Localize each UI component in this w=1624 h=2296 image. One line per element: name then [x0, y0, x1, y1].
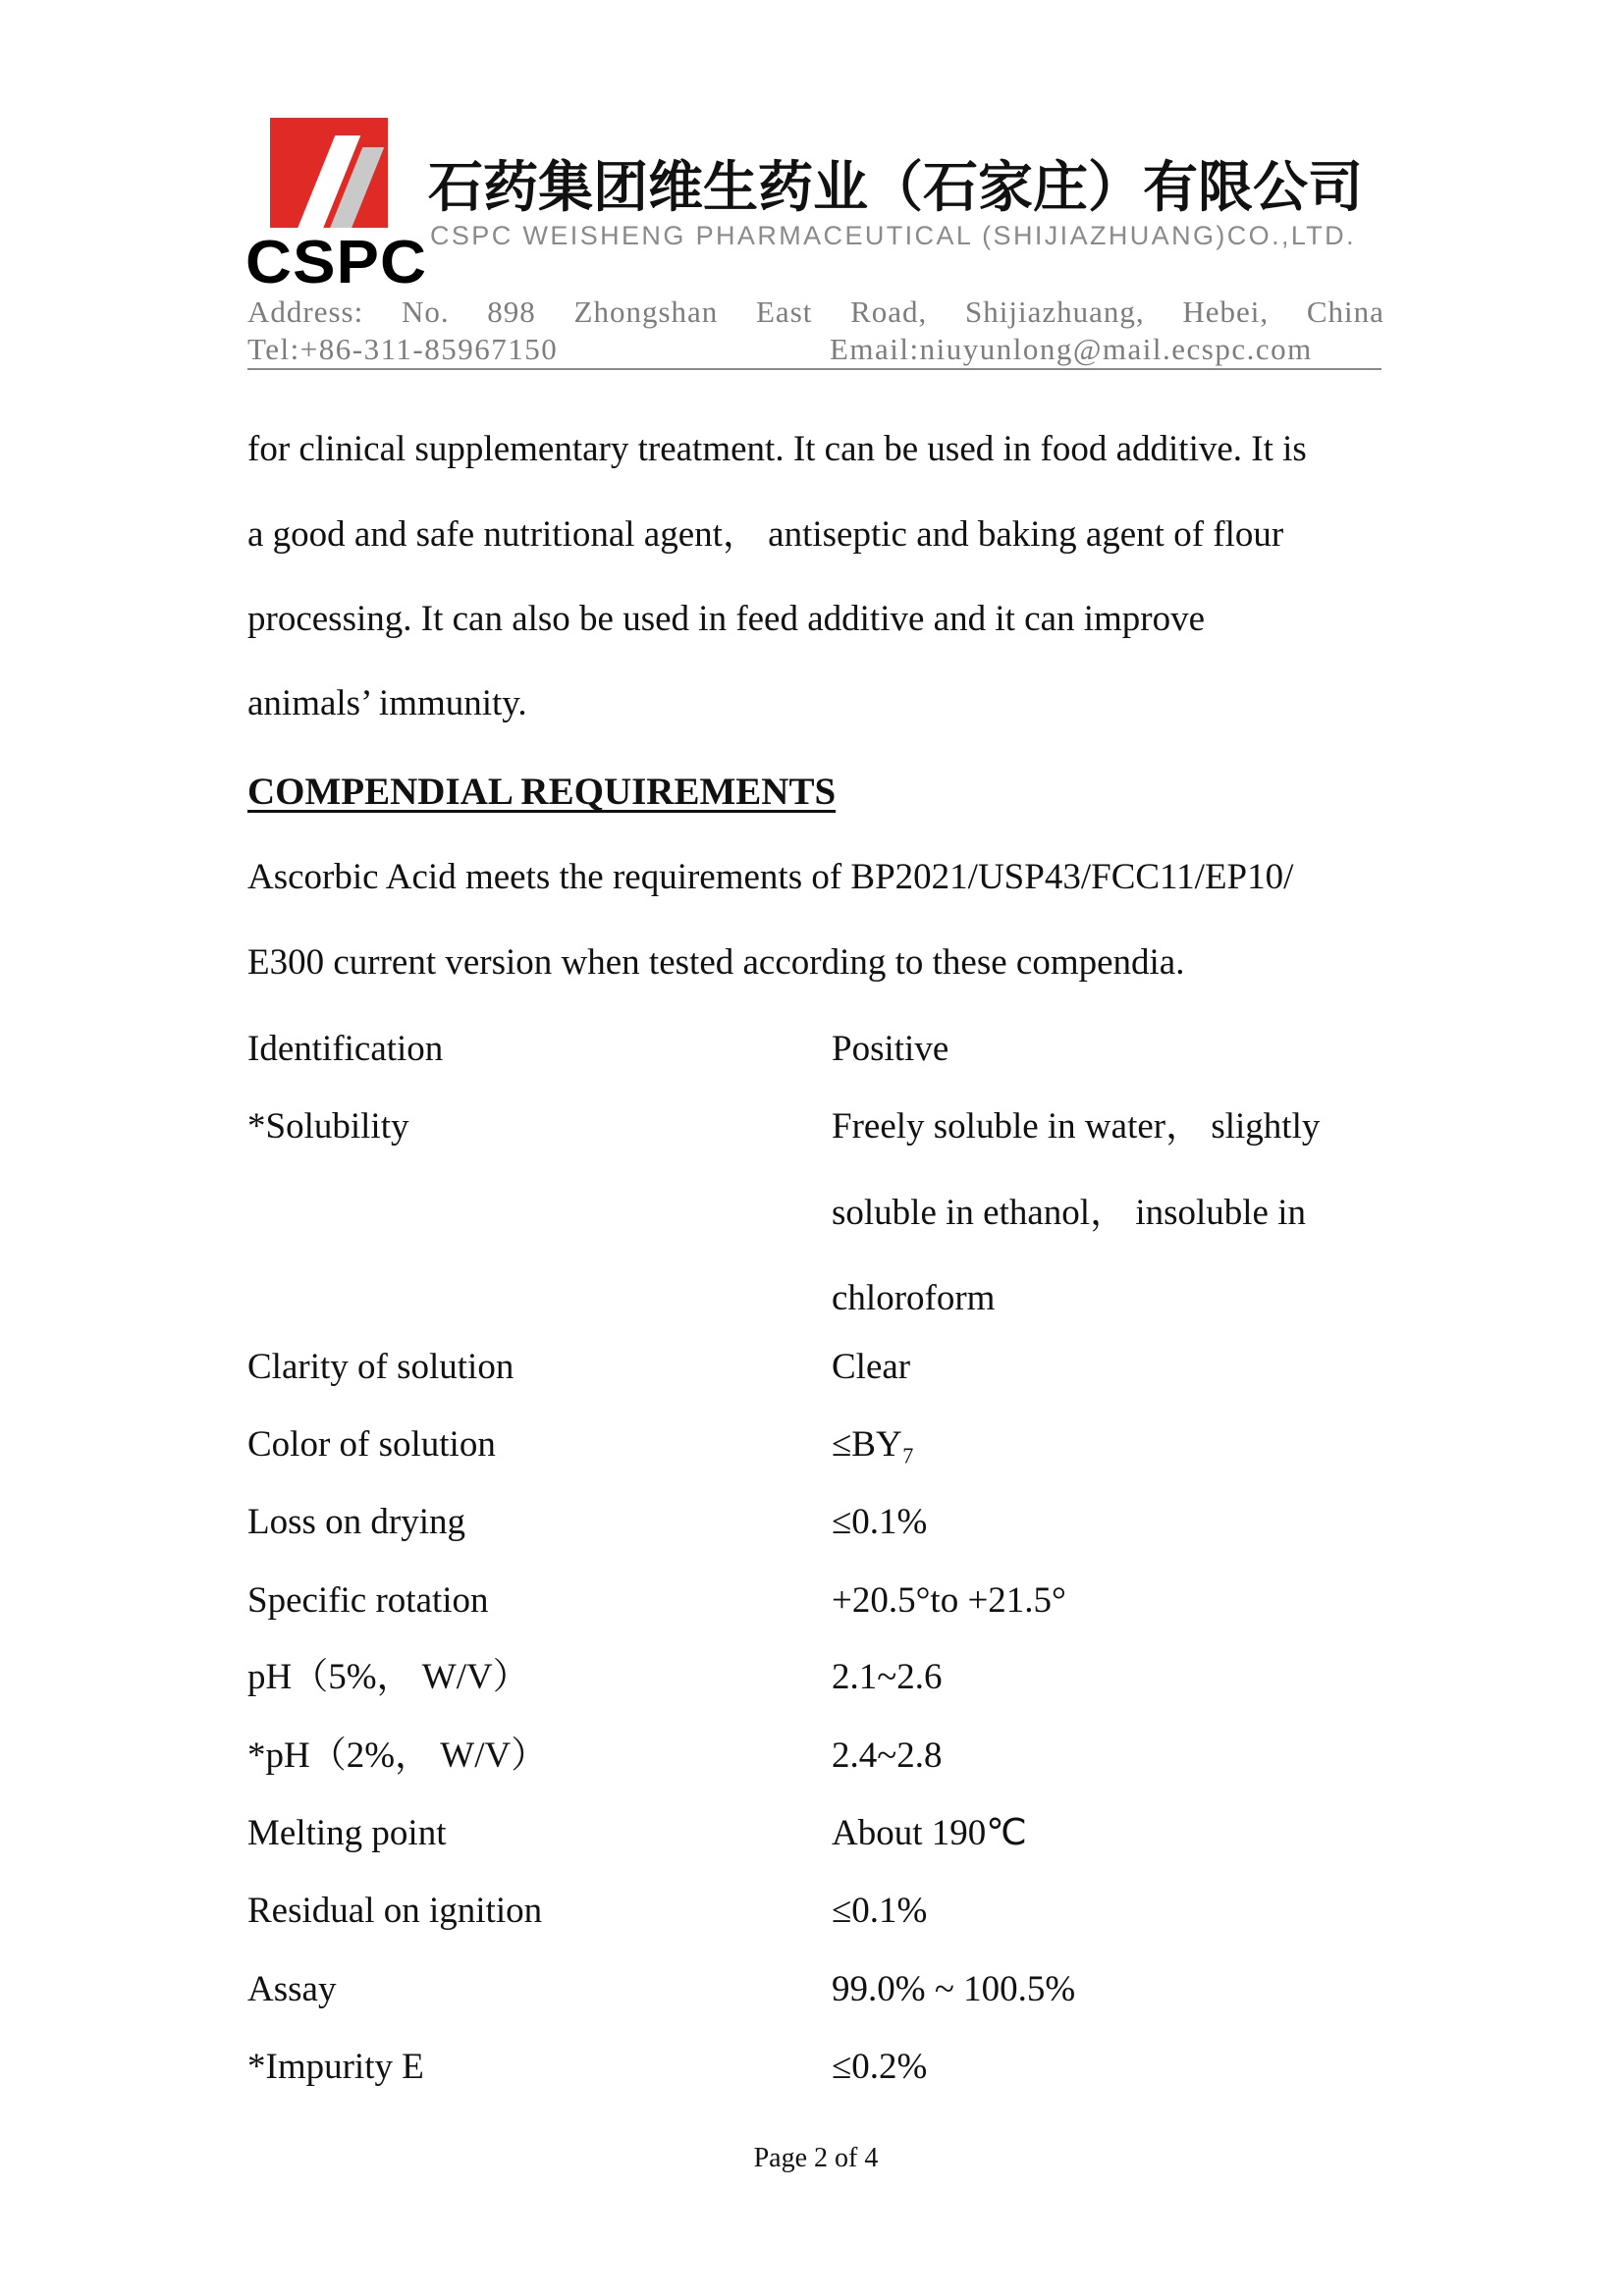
requirement-label: Specific rotation: [247, 1580, 489, 1621]
requirement-label: Residual on ignition: [247, 1891, 543, 1931]
requirement-value: 2.1~2.6: [832, 1657, 943, 1697]
requirement-label: pH（5%， W/V）: [247, 1657, 529, 1697]
company-logo-mark: [270, 118, 388, 228]
requirement-value: ≤0.1%: [832, 1502, 928, 1542]
section-heading: COMPENDIAL REQUIREMENTS: [247, 771, 837, 813]
address-word: East: [756, 294, 813, 329]
company-address: [247, 296, 1384, 328]
company-telephone: Tel:+86-311-85967150: [247, 332, 559, 366]
intro-line: a good and safe nutritional agent， antiseptic and baking agent of flour: [247, 514, 1284, 555]
intro-line: for clinical supplementary treatment. It can be used in food additive. It is: [247, 429, 1307, 469]
section-line: Ascorbic Acid meets the requirements of BP2021/USP43/FCC11/EP10/: [247, 857, 1294, 897]
section-line: E300 current version when tested according to these compendia.: [247, 942, 1185, 983]
intro-line: processing. It can also be used in feed additive and it can improve: [247, 599, 1206, 639]
requirement-label: Color of solution: [247, 1424, 496, 1465]
requirement-label: Melting point: [247, 1813, 447, 1853]
company-name-chinese: 石药集团维生药业（石家庄）有限公司: [428, 156, 1363, 220]
requirement-value: About 190℃: [832, 1813, 1027, 1853]
address-word: China: [1306, 294, 1384, 329]
requirement-label: Clarity of solution: [247, 1347, 514, 1387]
requirement-label: *Impurity E: [247, 2047, 424, 2087]
requirement-value: ≤BY₇: [832, 1424, 915, 1465]
intro-line: animals’ immunity.: [247, 683, 527, 723]
requirement-value: ≤0.1%: [832, 1891, 928, 1931]
company-email: Email:niuyunlong@mail.ecspc.com: [830, 332, 1313, 366]
requirement-value: 2.4~2.8: [832, 1735, 943, 1776]
address-word: Address:: [247, 294, 364, 329]
requirement-label: Loss on drying: [247, 1502, 465, 1542]
requirement-value: 99.0% ~ 100.5%: [832, 1969, 1076, 2009]
requirement-label: Identification: [247, 1029, 444, 1069]
requirement-label: Assay: [247, 1969, 337, 2009]
header-divider: [247, 368, 1381, 370]
requirement-value: Positive: [832, 1029, 949, 1069]
company-logo-text: CSPC: [245, 229, 428, 296]
requirement-label: *pH（2%， W/V）: [247, 1735, 548, 1776]
address-word: 898: [487, 294, 536, 329]
requirement-label: *Solubility: [247, 1106, 409, 1147]
requirement-value: Clear: [832, 1347, 911, 1387]
address-word: Zhongshan: [573, 294, 719, 329]
requirement-value: Freely soluble in water， slightly: [832, 1106, 1321, 1147]
requirement-value: chloroform: [832, 1278, 996, 1318]
requirement-value: +20.5°to +21.5°: [832, 1580, 1066, 1621]
requirement-value: soluble in ethanol， insoluble in: [832, 1193, 1307, 1233]
company-name-english: CSPC WEISHENG PHARMACEUTICAL (SHIJIAZHUANG)CO.,LTD.: [430, 221, 1356, 250]
address-word: Hebei,: [1182, 294, 1270, 329]
address-word: Road,: [850, 294, 928, 329]
address-word: No.: [401, 294, 450, 329]
page-number: Page 2 of 4: [753, 2143, 879, 2173]
requirement-value: ≤0.2%: [832, 2047, 928, 2087]
address-word: Shijiazhuang,: [965, 294, 1145, 329]
